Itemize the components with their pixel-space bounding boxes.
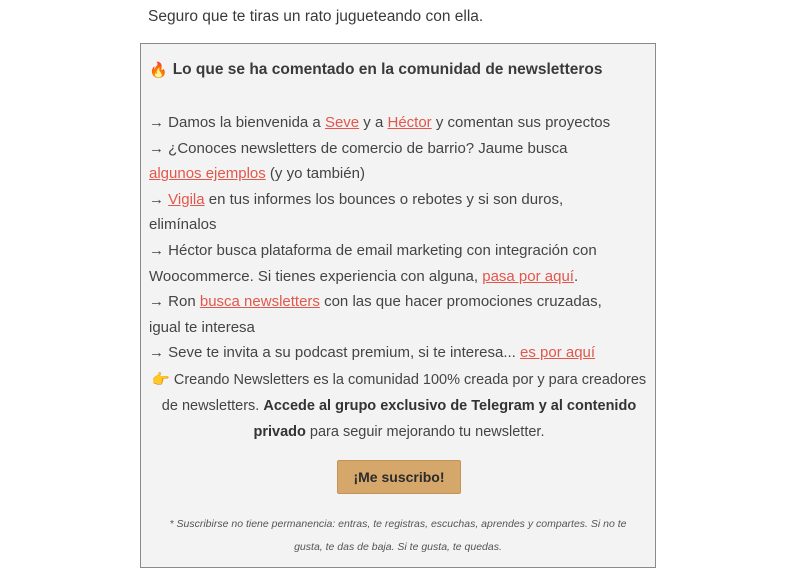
link-vigila[interactable]: Vigila [168, 190, 205, 208]
link-pasa-por-aqui[interactable]: pasa por aquí [482, 267, 574, 285]
link-algunos-ejemplos[interactable]: algunos ejemplos [149, 165, 266, 183]
intro-text: Seguro que te tiras un rato jugueteando con ella. [148, 8, 484, 25]
line-text: → Ron [149, 293, 200, 311]
community-box [140, 43, 656, 568]
line-text: y comentan sus proyectos [431, 114, 611, 131]
line-text: y a [359, 114, 388, 131]
list-item [149, 289, 619, 340]
link-seve[interactable]: Seve [324, 114, 360, 131]
subscribe-button[interactable]: ¡Me suscribo! [337, 460, 461, 494]
fire-icon: 🔥 [149, 62, 168, 79]
line-text: con las que hacer promociones cruzadas, igual te interesa [149, 293, 602, 336]
line-text: → Héctor busca plataforma de email marketing con integración con Woocommerce. Si tienes experiencia con alguna, [149, 241, 597, 285]
promo-part: Creando Newsletters es la comunidad 100% creada por y para creadores de newsletters. [161, 372, 647, 414]
link-es-por-aqui[interactable]: es por aquí [520, 344, 596, 362]
comment-list [149, 110, 619, 366]
line-text: → ¿Conoces newsletters de comercio de barrio? Jaume busca [149, 139, 568, 157]
promo-part: para seguir mejorando tu newsletter. [305, 424, 545, 440]
list-item [149, 340, 619, 366]
community-heading [149, 61, 602, 79]
promo-text [147, 367, 651, 445]
list-item [149, 110, 619, 136]
link-hector[interactable]: Héctor [387, 114, 432, 131]
heading-text: Lo que se ha comentado en la comunidad de newsletteros [172, 61, 603, 78]
line-text: → Damos la bienvenida a [149, 114, 325, 131]
line-text: en tus informes los bounces o rebotes y si son duros, elimínalos [149, 190, 564, 234]
line-text: (y yo también) [265, 165, 365, 183]
line-text: . [573, 267, 579, 285]
link-busca-newsletters[interactable]: busca newsletters [199, 293, 320, 311]
promo-bold: Accede al grupo exclusivo de Telegram y al contenido privado [253, 398, 637, 440]
list-item [149, 238, 619, 289]
line-text: → Seve te invita a su podcast premium, si te interesa... [149, 344, 521, 362]
list-item [149, 187, 619, 238]
line-text: → [149, 190, 169, 208]
pointing-hand-icon: 👉 [151, 372, 170, 388]
list-item [149, 136, 619, 187]
permanence-note: * Suscribirse no tiene permanencia: entras, te registras, escuchas, aprendes y compartes. Si no te gusta, te das de baja. Si te gusta, te quedas. [169, 518, 627, 553]
